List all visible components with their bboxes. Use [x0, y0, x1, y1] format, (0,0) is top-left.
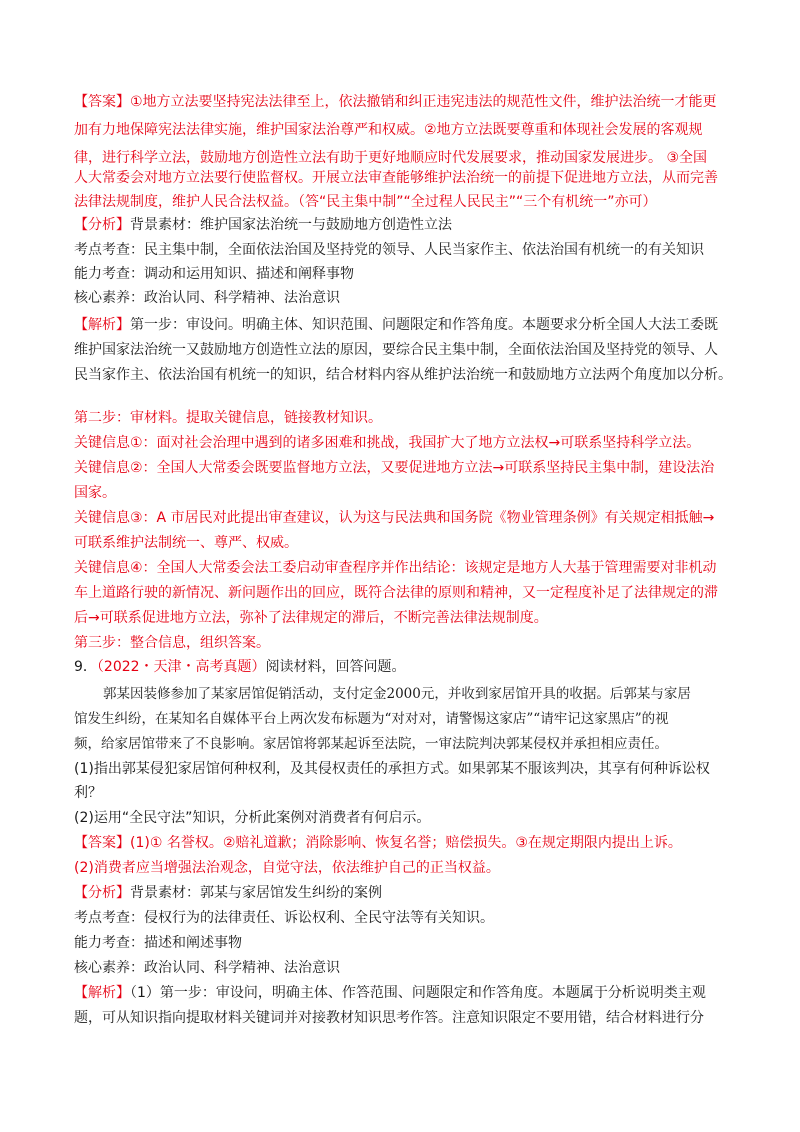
- question-number: 9．: [74, 659, 97, 675]
- jiexi-label: 【解析】: [74, 985, 130, 1001]
- sub-question-1: (1)指出郭某侵犯家居馆何种权利，及其侵权责任的承担方式。如果郭某不服该判决，其享有何种诉讼权: [74, 761, 710, 777]
- key-info-2: 关键信息②：全国人大常委会既要监督地方立法，又要促进地方立法→可联系坚持民主集中制，建设法治: [74, 460, 715, 476]
- jiexi-line: 【解析】第一步：审设问。明确主体、知识范围、问题限定和作答角度。本题要求分析全国人大法工委既: [74, 317, 718, 333]
- sub-question-2: (2)运用“全民守法”知识，分析此案例对消费者有何启示。: [74, 810, 431, 826]
- answer-line: 【答案】(1)① 名誉权。②赔礼道歉；消除影响、恢复名誉；赔偿损失。③在规定期限内提出上诉。: [74, 835, 682, 851]
- jiexi-line: 民当家作主、依法治国有机统一的知识，结合材料内容从维护法治统一和鼓励地方立法两个角度加以分析。: [74, 367, 732, 383]
- answer-line: 人大常委会对地方立法要行使监督权。开展立法审查能够维护法治统一的前提下促进地方立法，从而完善: [74, 170, 718, 186]
- answer-line: 律，进行科学立法，鼓励地方创造性立法有助于更好地顺应时代发展要求，推动国家发展进步。 ③全国: [74, 150, 707, 166]
- material-line: 郭某因装修参加了某家居馆促销活动，支付定金2000元，并收到家居馆开具的收据。后郭某与家居: [103, 686, 691, 702]
- answer-line: (2)消费者应当增强法治观念，自觉守法，依法维护自己的正当权益。: [74, 860, 500, 876]
- analysis-heading: [74, 883, 382, 903]
- suyang-line: 核心素养：政治认同、科学精神、法治意识: [74, 960, 340, 976]
- kaodian-line: 考点考查：民主集中制，全面依法治国及坚持党的领导、人民当家作主、依法治国有机统一的有关知识: [74, 242, 704, 258]
- jiexi-label: 【解析】: [74, 317, 130, 333]
- analysis-heading: [74, 215, 452, 235]
- step2-line: 第二步：审材料。提取关键信息，链接教材知识。: [74, 410, 382, 426]
- answer-line: 法律法规制度，维护人民合法权益。（答“民主集中制”“全过程人民民主”“三个有机统一”亦可）: [74, 194, 657, 210]
- jiexi-line: 【解析】（1）第一步：审设问，明确主体、作答范围、问题限定和作答角度。本题属于分析说明类主观: [74, 985, 706, 1001]
- suyang-line: 核心素养：政治认同、科学精神、法治意识: [74, 290, 340, 306]
- question-source: （2022・天津・高考真题）: [96, 659, 266, 675]
- answer-line: 【答案】①地方立法要坚持宪法法律至上，依法撤销和纠正违宪违法的规范性文件，维护法治统一才能更: [74, 94, 717, 110]
- nengli-line: 能力考查：调动和运用知识、描述和阐释事物: [74, 266, 354, 282]
- key-info-2-cont: 国家。: [74, 485, 116, 501]
- analysis-background: 背景素材：郭某与家居馆发生纠纷的案例: [130, 885, 382, 901]
- key-info-3: 关键信息③：A 市居民对此提出审查建议，认为这与民法典和国务院《物业管理条例》有关规定相抵触→: [74, 510, 715, 526]
- analysis-label: 【分析】: [74, 217, 130, 233]
- analysis-background: 背景素材：维护国家法治统一与鼓励地方创造性立法: [130, 217, 452, 233]
- material-line: 馆发生纠纷，在某知名自媒体平台上两次发布标题为“对对对，请警惕这家店”“请牢记这家黑店”的视: [74, 711, 669, 727]
- step3-line: 第三步：整合信息，组织答案。: [74, 635, 270, 651]
- kaodian-line: 考点考查：侵权行为的法律责任、诉讼权利、全民守法等有关知识。: [74, 910, 494, 926]
- key-info-4-cont: 车上道路行驶的新情况、新问题作出的回应，既符合法律的原则和精神，又一定程度补足了法律规定的滞: [74, 585, 718, 601]
- nengli-line: 能力考查：描述和阐述事物: [74, 935, 242, 951]
- jiexi-line: 维护国家法治统一又鼓励地方创造性立法的原因，要综合民主集中制，全面依法治国及坚持党的领导、人: [74, 342, 718, 358]
- answer-line: 加有力地保障宪法法律实施，维护国家法治尊严和权威。②地方立法既要尊重和体现社会发展的客观规: [74, 122, 703, 138]
- analysis-label: 【分析】: [74, 885, 130, 901]
- jiexi-line: 题，可从知识指向提取材料关键词并对接教材知识思考作答。注意知识限定不要用错，结合材料进行分: [74, 1010, 704, 1026]
- question-9-heading: [74, 657, 406, 677]
- key-info-4: 关键信息④：全国人大常委会法工委启动审查程序并作出结论：该规定是地方人大基于管理需要对非机动: [74, 560, 717, 576]
- question-prompt: 阅读材料，回答问题。: [265, 659, 406, 675]
- key-info-3-cont: 可联系维护法制统一、尊严、权威。: [74, 535, 298, 551]
- sub-question-1-cont: 利？: [74, 785, 102, 801]
- key-info-4-cont: 后→可联系促进地方立法，弥补了法律规定的滞后，不断完善法律法规制度。: [74, 610, 548, 626]
- material-line: 频，给家居馆带来了不良影响。家居馆将郭某起诉至法院，一审法院判决郭某侵权并承担相应责任。: [74, 736, 668, 752]
- key-info-1: 关键信息①：面对社会治理中遇到的诸多困难和挑战，我国扩大了地方立法权→可联系坚持科学立法。: [74, 435, 701, 451]
